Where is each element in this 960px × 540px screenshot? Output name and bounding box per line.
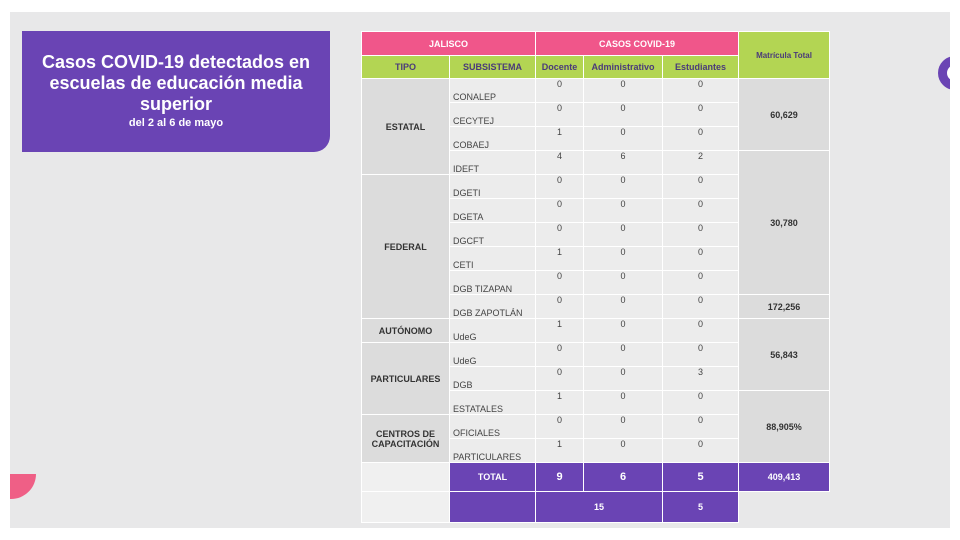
total-label: TOTAL	[450, 463, 536, 492]
administrativo-cell: 6	[584, 151, 663, 175]
administrativo-cell: 0	[584, 199, 663, 223]
docente-cell: 0	[536, 79, 584, 103]
docente-cell: 4	[536, 151, 584, 175]
administrativo-cell: 0	[584, 391, 663, 415]
group-centros: CENTROS DE CAPACITACIÓN	[362, 415, 450, 463]
col-docente: Docente	[536, 56, 584, 79]
estudiantes-cell: 0	[663, 247, 739, 271]
docente-cell: 1	[536, 127, 584, 151]
estudiantes-cell: 0	[663, 319, 739, 343]
col-estudiantes: Estudiantes	[663, 56, 739, 79]
subsistema-cell: OFICIALES	[450, 415, 536, 439]
subsistema-cell: CETI	[450, 247, 536, 271]
sum-blank-cell	[450, 492, 536, 523]
matricula-cell: 56,843	[739, 319, 830, 391]
subsistema-cell: DGB TIZAPAN	[450, 271, 536, 295]
administrativo-cell: 0	[584, 127, 663, 151]
docente-cell: 0	[536, 175, 584, 199]
table-row	[362, 79, 830, 103]
total-estudiantes: 5	[663, 463, 739, 492]
estudiantes-cell: 0	[663, 103, 739, 127]
docente-cell: 0	[536, 295, 584, 319]
docente-cell: 0	[536, 343, 584, 367]
estudiantes-cell: 0	[663, 343, 739, 367]
subsistema-cell: IDEFT	[450, 151, 536, 175]
docente-cell: 0	[536, 223, 584, 247]
group-federal: FEDERAL	[362, 175, 450, 319]
administrativo-cell: 0	[584, 439, 663, 463]
subsistema-cell: DGETA	[450, 199, 536, 223]
estudiantes-cell: 0	[663, 295, 739, 319]
header-cases: CASOS COVID-19	[536, 32, 739, 56]
docente-cell: 0	[536, 199, 584, 223]
subsistema-cell: DGCFT	[450, 223, 536, 247]
blank-cell	[362, 492, 450, 523]
title-box	[22, 31, 330, 152]
estudiantes-cell: 0	[663, 439, 739, 463]
covid-cases-table	[361, 31, 830, 523]
estudiantes-cell: 3	[663, 367, 739, 391]
estudiantes-cell: 0	[663, 223, 739, 247]
administrativo-cell: 0	[584, 247, 663, 271]
administrativo-cell: 0	[584, 319, 663, 343]
estudiantes-cell: 0	[663, 415, 739, 439]
subsistema-cell: DGB	[450, 367, 536, 391]
administrativo-cell: 0	[584, 343, 663, 367]
administrativo-cell: 0	[584, 103, 663, 127]
subsistema-cell: ESTATALES	[450, 391, 536, 415]
header-matricula: Matrícula Total	[739, 32, 830, 79]
sum-estudiantes: 5	[663, 492, 739, 523]
estudiantes-cell: 0	[663, 391, 739, 415]
blank-cell	[362, 463, 450, 492]
header-state: JALISCO	[362, 32, 536, 56]
total-row	[362, 463, 830, 492]
matricula-cell: 172,256	[739, 295, 830, 319]
administrativo-cell: 0	[584, 175, 663, 199]
group-autonomo: AUTÓNOMO	[362, 319, 450, 343]
subsistema-cell: COBAEJ	[450, 127, 536, 151]
estudiantes-cell: 2	[663, 151, 739, 175]
col-administrativo: Administrativo	[584, 56, 663, 79]
sum-row	[362, 492, 830, 523]
page-subtitle: del 2 al 6 de mayo	[128, 117, 224, 129]
total-administrativo: 6	[584, 463, 663, 492]
administrativo-cell: 0	[584, 295, 663, 319]
docente-cell: 1	[536, 319, 584, 343]
administrativo-cell: 0	[584, 223, 663, 247]
administrativo-cell: 0	[584, 415, 663, 439]
matricula-cell: 88,905%	[739, 391, 830, 463]
docente-cell: 0	[536, 367, 584, 391]
group-particulares: PARTICULARES	[362, 343, 450, 415]
docente-cell: 0	[536, 271, 584, 295]
group-estatal: ESTATAL	[362, 79, 450, 175]
table-row	[362, 319, 830, 343]
estudiantes-cell: 0	[663, 199, 739, 223]
estudiantes-cell: 0	[663, 79, 739, 103]
administrativo-cell: 0	[584, 367, 663, 391]
pink-quarter-decoration-icon	[10, 474, 36, 499]
docente-cell: 1	[536, 439, 584, 463]
slide	[10, 12, 950, 528]
total-docente: 9	[536, 463, 584, 492]
total-matricula: 409,413	[739, 463, 830, 492]
subsistema-cell: DGB ZAPOTLÁN	[450, 295, 536, 319]
estudiantes-cell: 0	[663, 175, 739, 199]
subsistema-cell: CECYTEJ	[450, 103, 536, 127]
estudiantes-cell: 0	[663, 127, 739, 151]
page-title: Casos COVID-19 detectados en escuelas de educación media superior	[41, 52, 311, 114]
subsistema-cell: UdeG	[450, 343, 536, 367]
col-tipo: TIPO	[362, 56, 450, 79]
subsistema-cell: CONALEP	[450, 79, 536, 103]
matricula-cell: 30,780	[739, 151, 830, 295]
docente-cell: 0	[536, 103, 584, 127]
subsistema-cell: UdeG	[450, 319, 536, 343]
ring-decoration-icon	[938, 56, 950, 90]
docente-cell: 1	[536, 391, 584, 415]
administrativo-cell: 0	[584, 271, 663, 295]
col-subsistema: SUBSISTEMA	[450, 56, 536, 79]
subsistema-cell: PARTICULARES	[450, 439, 536, 463]
empty-cell	[739, 492, 830, 523]
docente-cell: 0	[536, 415, 584, 439]
docente-cell: 1	[536, 247, 584, 271]
administrativo-cell: 0	[584, 79, 663, 103]
subsistema-cell: DGETI	[450, 175, 536, 199]
estudiantes-cell: 0	[663, 271, 739, 295]
matricula-cell: 60,629	[739, 79, 830, 151]
sum-docente-administrativo: 15	[536, 492, 663, 523]
